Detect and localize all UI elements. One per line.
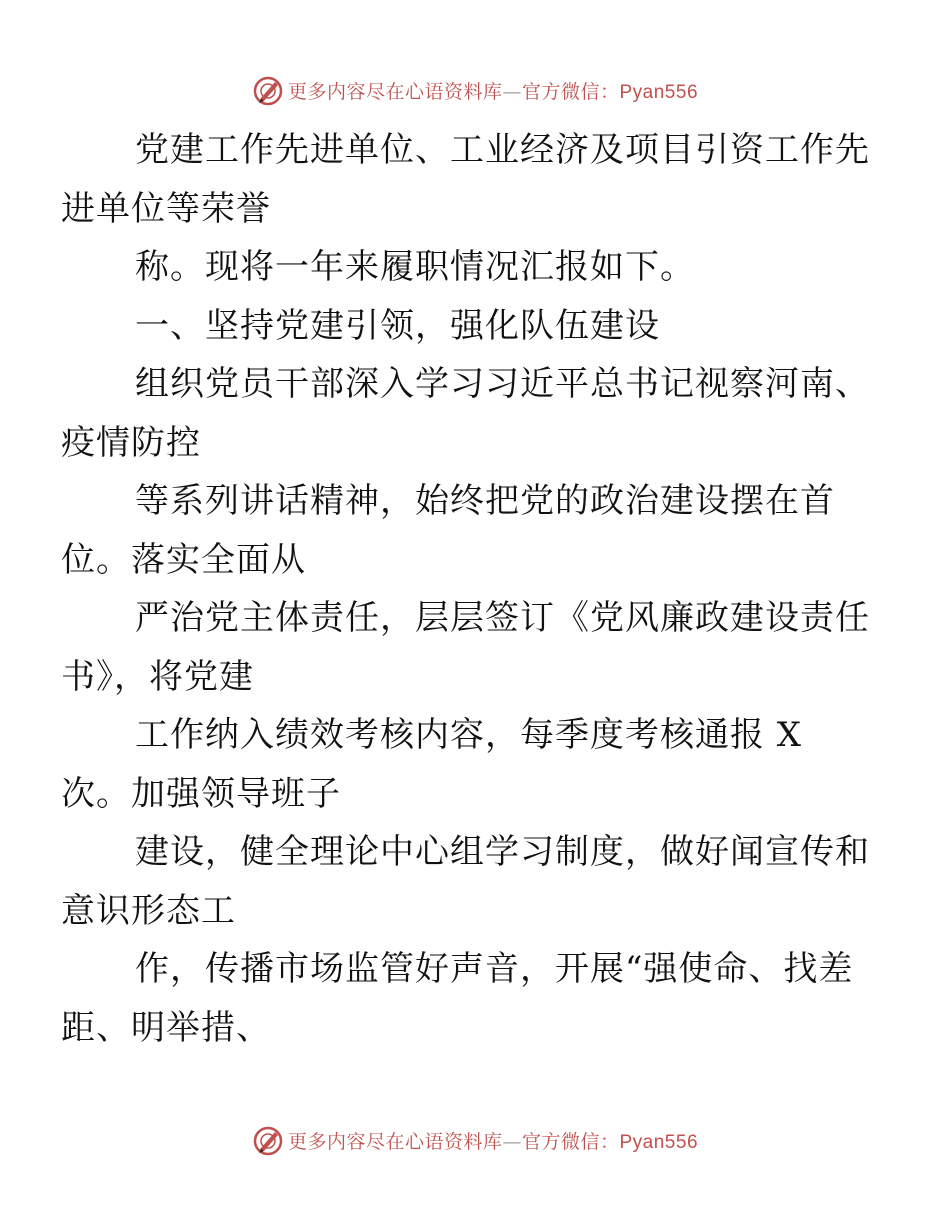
paragraph-6 — [61, 589, 870, 706]
paragraph-6-line-2: 书》，将党建 — [61, 656, 254, 697]
section-heading-1 — [98, 297, 858, 356]
watermark-site-text: 更多内容尽在心语资料库 — [287, 80, 503, 103]
watermark-separator: — — [502, 80, 522, 103]
paragraph-9-line-2: 距、明举措、 — [61, 1007, 271, 1048]
paragraph-2-line-1: 称。现将一年来履职情况汇报如下。 — [135, 247, 695, 287]
paragraph-2 — [98, 238, 858, 297]
paragraph-8-line-1: 建设，健全理论中心组学习制度，做好闻宣传和 — [135, 832, 870, 872]
section-heading-1-text: 一、坚持党建引领，强化队伍建设 — [135, 305, 660, 346]
watermark-wechat-label: 官方微信： — [521, 80, 620, 103]
watermark-banner-top — [0, 70, 950, 110]
paragraph-8-line-2: 意识形态工 — [61, 890, 236, 931]
paragraph-7-line-2: 次。加强领导班子 — [61, 773, 341, 814]
paragraph-6-line-1: 严治党主体责任，层层签订《党风廉政建设责任 — [135, 598, 870, 638]
paragraph-7 — [61, 706, 858, 823]
paragraph-4 — [61, 355, 870, 472]
paragraph-4-line-1: 组织党员干部深入学习习近平总书记视察河南、 — [135, 364, 870, 404]
watermark-wechat-account: Pyan556 — [619, 81, 699, 103]
paragraph-8 — [61, 823, 870, 940]
watermark-separator: — — [502, 1130, 522, 1153]
paragraph-5-line-1: 等系列讲话精神，始终把党的政治建设摆在首 — [135, 481, 835, 521]
watermark-wechat-account: Pyan556 — [619, 1131, 699, 1153]
watermark-site-text: 更多内容尽在心语资料库 — [287, 1130, 503, 1153]
watermark-wechat-label: 官方微信： — [521, 1130, 620, 1153]
pen-logo-icon — [252, 1124, 284, 1156]
paragraph-5 — [61, 472, 858, 589]
watermark-text — [288, 1127, 698, 1154]
paragraph-9 — [61, 940, 858, 1057]
paragraph-1-line-2: 进单位等荣誉 — [61, 188, 271, 229]
document-body — [61, 121, 870, 1057]
pen-logo-icon — [252, 74, 284, 106]
paragraph-1-line-1: 党建工作先进单位、工业经济及项目引资工作先 — [135, 130, 870, 170]
paragraph-5-line-2: 位。落实全面从 — [61, 539, 306, 580]
paragraph-7-line-1: 工作纳入绩效考核内容，每季度考核通报 X — [135, 715, 803, 755]
watermark-banner-bottom — [0, 1120, 950, 1160]
paragraph-9-line-1: 作，传播市场监管好声音，开展“强使命、找差 — [135, 949, 854, 989]
paragraph-4-line-2: 疫情防控 — [61, 422, 201, 463]
watermark-text — [288, 77, 698, 104]
paragraph-1 — [61, 121, 870, 238]
